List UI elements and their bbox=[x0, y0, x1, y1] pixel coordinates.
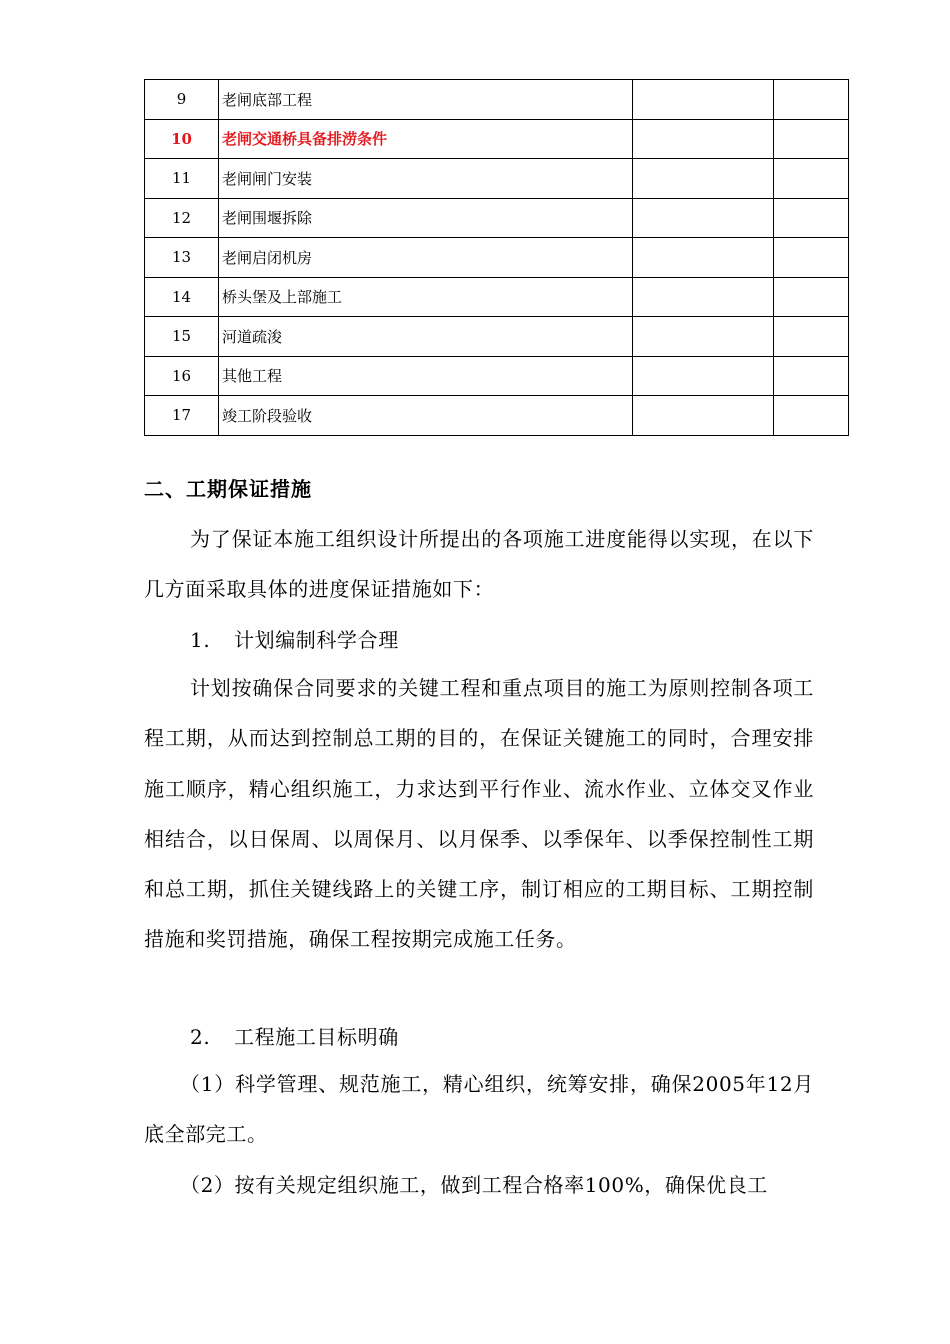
row-item: 桥头堡及上部施工 bbox=[219, 277, 633, 317]
item-1-paragraph: 计划按确保合同要求的关键工程和重点项目的施工为原则控制各项工程工期，从而达到控制总工期的目的，在保证关键施工的同时，合理安排施工顺序，精心组织施工，力求达到平行作业、流水作业、立体交叉作业相结合，以日保周、以周保月、以月保季、以季保年、以季保控制性工期和总工期，抓住关键线路上的关键工序，制订相应的工期目标、工期控制措施和奖罚措施，确保工程按期完成施工任务。 bbox=[144, 676, 814, 952]
row-cell bbox=[633, 356, 774, 396]
sub-item-1-paragraph: （1）科学管理、规范施工，精心组织，统筹安排，确保2005年12月底全部完工。 bbox=[144, 1072, 814, 1147]
table-row bbox=[145, 80, 849, 120]
schedule-table bbox=[144, 79, 849, 436]
intro-paragraph: 为了保证本施工组织设计所提出的各项施工进度能得以实现，在以下几方面采取具体的进度保证措施如下： bbox=[144, 527, 814, 602]
row-cell bbox=[633, 198, 774, 238]
table-row bbox=[145, 277, 849, 317]
row-cell bbox=[774, 198, 849, 238]
item-2-title bbox=[190, 1021, 399, 1050]
item-2-label: 工程施工目标明确 bbox=[234, 1025, 399, 1049]
row-number: 17 bbox=[145, 396, 219, 436]
table-row bbox=[145, 159, 849, 199]
row-cell bbox=[774, 119, 849, 159]
item-1-title bbox=[190, 624, 399, 653]
row-number: 11 bbox=[145, 159, 219, 199]
row-cell bbox=[633, 396, 774, 436]
row-cell bbox=[774, 356, 849, 396]
row-cell bbox=[774, 396, 849, 436]
row-item: 老闸启闭机房 bbox=[219, 238, 633, 278]
table-row bbox=[145, 396, 849, 436]
row-cell bbox=[774, 159, 849, 199]
row-item: 老闸闸门安装 bbox=[219, 159, 633, 199]
sub-item-2-paragraph: （2）按有关规定组织施工，做到工程合格率100%，确保优良工 bbox=[180, 1173, 768, 1197]
row-cell bbox=[633, 238, 774, 278]
row-number: 14 bbox=[145, 277, 219, 317]
row-number: 9 bbox=[145, 80, 219, 120]
row-number: 13 bbox=[145, 238, 219, 278]
row-cell bbox=[633, 80, 774, 120]
row-item: 老闸交通桥具备排涝条件 bbox=[219, 119, 633, 159]
item-1-label: 计划编制科学合理 bbox=[234, 628, 399, 652]
row-item: 河道疏浚 bbox=[219, 317, 633, 357]
row-item: 其他工程 bbox=[219, 356, 633, 396]
table-row bbox=[145, 356, 849, 396]
row-item: 竣工阶段验收 bbox=[219, 396, 633, 436]
row-cell bbox=[633, 119, 774, 159]
row-item: 老闸底部工程 bbox=[219, 80, 633, 120]
table-row bbox=[145, 238, 849, 278]
row-cell bbox=[633, 159, 774, 199]
item-2-number: 2. bbox=[190, 1025, 211, 1049]
section-heading: 二、工期保证措施 bbox=[144, 477, 312, 501]
item-1-number: 1. bbox=[190, 628, 211, 652]
row-number: 16 bbox=[145, 356, 219, 396]
row-item: 老闸围堰拆除 bbox=[219, 198, 633, 238]
row-cell bbox=[633, 317, 774, 357]
row-number: 15 bbox=[145, 317, 219, 357]
row-cell bbox=[774, 238, 849, 278]
row-cell bbox=[774, 317, 849, 357]
row-number: 10 bbox=[145, 119, 219, 159]
row-cell bbox=[774, 277, 849, 317]
table-row bbox=[145, 317, 849, 357]
row-number: 12 bbox=[145, 198, 219, 238]
row-cell bbox=[774, 80, 849, 120]
table-row bbox=[145, 198, 849, 238]
table-row-highlighted bbox=[145, 119, 849, 159]
row-cell bbox=[633, 277, 774, 317]
